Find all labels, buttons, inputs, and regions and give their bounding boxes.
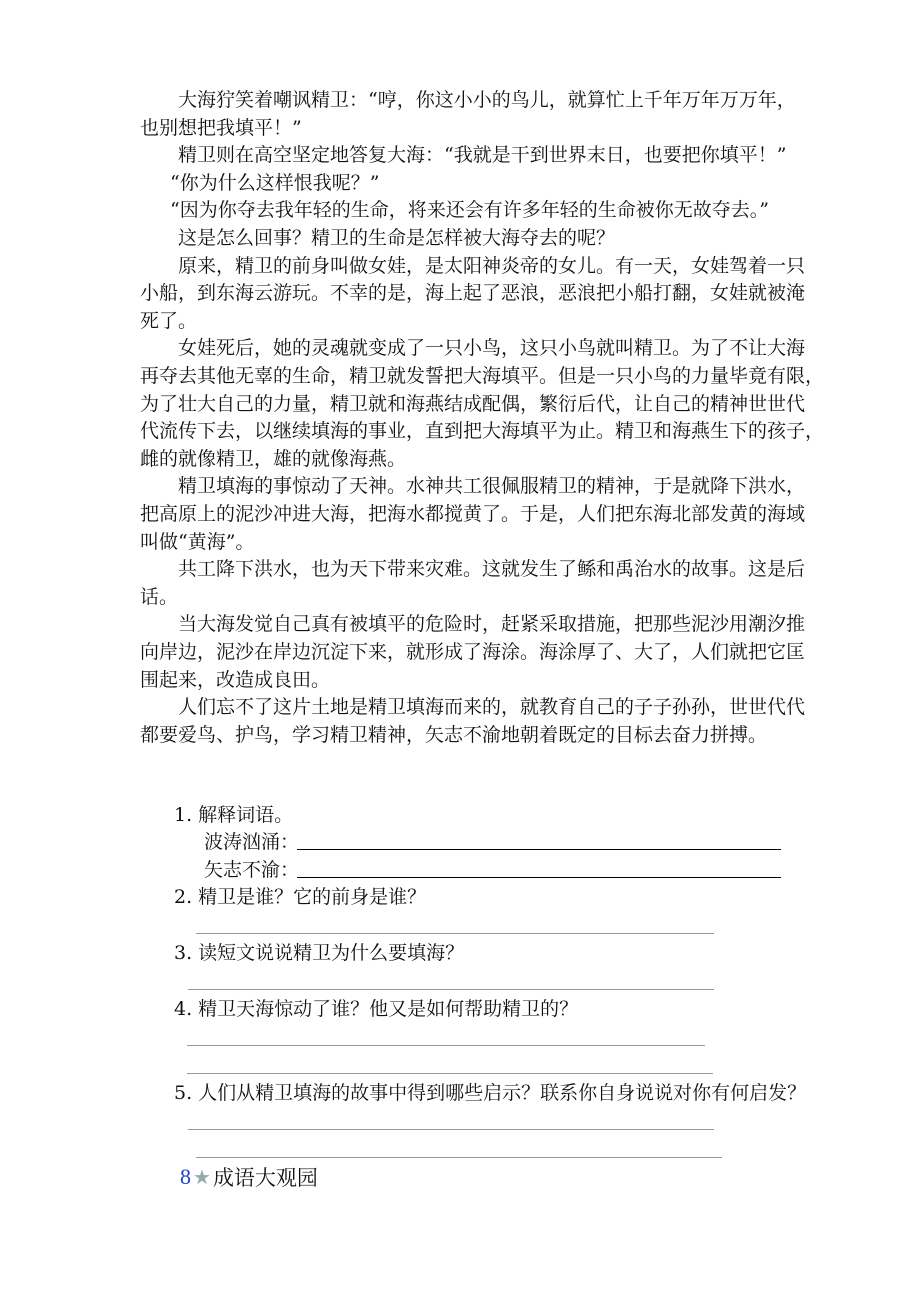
section-heading (180, 1162, 318, 1192)
term-label-2: 矢志不渝： (204, 859, 300, 881)
passage-line: 话。 (140, 585, 179, 608)
answer-line-q3[interactable] (188, 989, 714, 990)
question-5: 5. 人们从精卫填海的故事中得到哪些启示？联系你自身说说对你有何启发？ (174, 1082, 807, 1104)
section-title: 成语大观园 (212, 1166, 318, 1190)
passage-line: 把高原上的泥沙冲进大海，把海水都搅黄了。于是，人们把东海北部发黄的海域 (140, 503, 806, 525)
passage-line: 精卫则在高空坚定地答复大海：“我就是干到世界末日，也要把你填平！” (178, 144, 787, 167)
answer-line-q5-a[interactable] (188, 1129, 714, 1130)
answer-line-q4-b[interactable] (187, 1073, 713, 1074)
passage-line: 大海狞笑着嘲讽精卫：“哼，你这小小的鸟儿，就算忙上千年万年万万年， (178, 89, 796, 111)
answer-line-q2[interactable] (196, 933, 714, 934)
passage-line: “因为你夺去我年轻的生命，将来还会有许多年轻的生命被你无故夺去。” (170, 199, 769, 222)
passage-line: 叫做“黄海”。 (140, 530, 255, 553)
question-4: 4. 精卫天海惊动了谁？他又是如何帮助精卫的？ (174, 998, 579, 1020)
answer-line-q5-b[interactable] (196, 1157, 722, 1158)
answer-line-term-2[interactable] (297, 877, 781, 878)
passage-line: 精卫填海的事惊动了天神。水神共工很佩服精卫的精神，于是就降下洪水， (178, 475, 806, 498)
passage-line: 人们忘不了这片土地是精卫填海而来的，就教育自己的子子孙孙，世世代代 (178, 696, 806, 719)
passage-line: 共工降下洪水，也为天下带来灾难。这就发生了鲧和禹治水的故事。这是后 (178, 558, 806, 581)
passage-line: “你为什么这样恨我呢？” (170, 171, 380, 194)
passage-line: 再夺去其他无辜的生命，精卫就发誓把大海填平。但是一只小鸟的力量毕竟有限， (140, 365, 825, 387)
passage-line: 小船，到东海云游玩。不幸的是，海上起了恶浪，恶浪把小船打翻，女娃就被淹 (140, 282, 806, 305)
question-1: 1. 解释词语。 (174, 804, 294, 826)
passage-line: 为了壮大自己的力量，精卫就和海燕结成配偶，繁衍后代，让自己的精神世世代 (140, 392, 806, 415)
question-3: 3. 读短文说说精卫为什么要填海？ (174, 942, 465, 964)
passage-line: 这是怎么回事？精卫的生命是怎样被大海夺去的呢？ (178, 227, 616, 249)
passage-line: 向岸边，泥沙在岸边沉淀下来，就形成了海涂。海涂厚了、大了，人们就把它匡 (140, 641, 806, 663)
passage-line: 代流传下去，以继续填海的事业，直到把大海填平为止。精卫和海燕生下的孩子， (140, 420, 825, 443)
passage-line: 雌的就像精卫，雄的就像海燕。 (140, 447, 407, 470)
passage-line: 也别想把我填平！” (140, 116, 302, 139)
passage-line: 死了。 (140, 309, 198, 332)
question-2: 2. 精卫是谁？它的前身是谁？ (174, 886, 427, 908)
section-number: 8 (180, 1164, 191, 1189)
star-icon: ★ (193, 1165, 211, 1189)
answer-line-q4-a[interactable] (187, 1045, 705, 1046)
passage-line: 原来，精卫的前身叫做女娃，是太阳神炎帝的女儿。有一天，女娃驾着一只 (178, 254, 806, 277)
answer-line-term-1[interactable] (297, 849, 781, 850)
passage-line: 当大海发觉自己真有被填平的危险时，赶紧采取措施，把那些泥沙用潮汐推 (178, 613, 806, 636)
term-label-1: 波涛汹涌： (204, 831, 300, 853)
passage-line: 女娃死后，她的灵魂就变成了一只小鸟，这只小鸟就叫精卫。为了不让大海 (178, 337, 806, 360)
passage-line: 围起来，改造成良田。 (140, 668, 331, 691)
passage-line: 都要爱鸟、护鸟，学习精卫精神，矢志不渝地朝着既定的目标去奋力拼搏。 (140, 723, 768, 746)
